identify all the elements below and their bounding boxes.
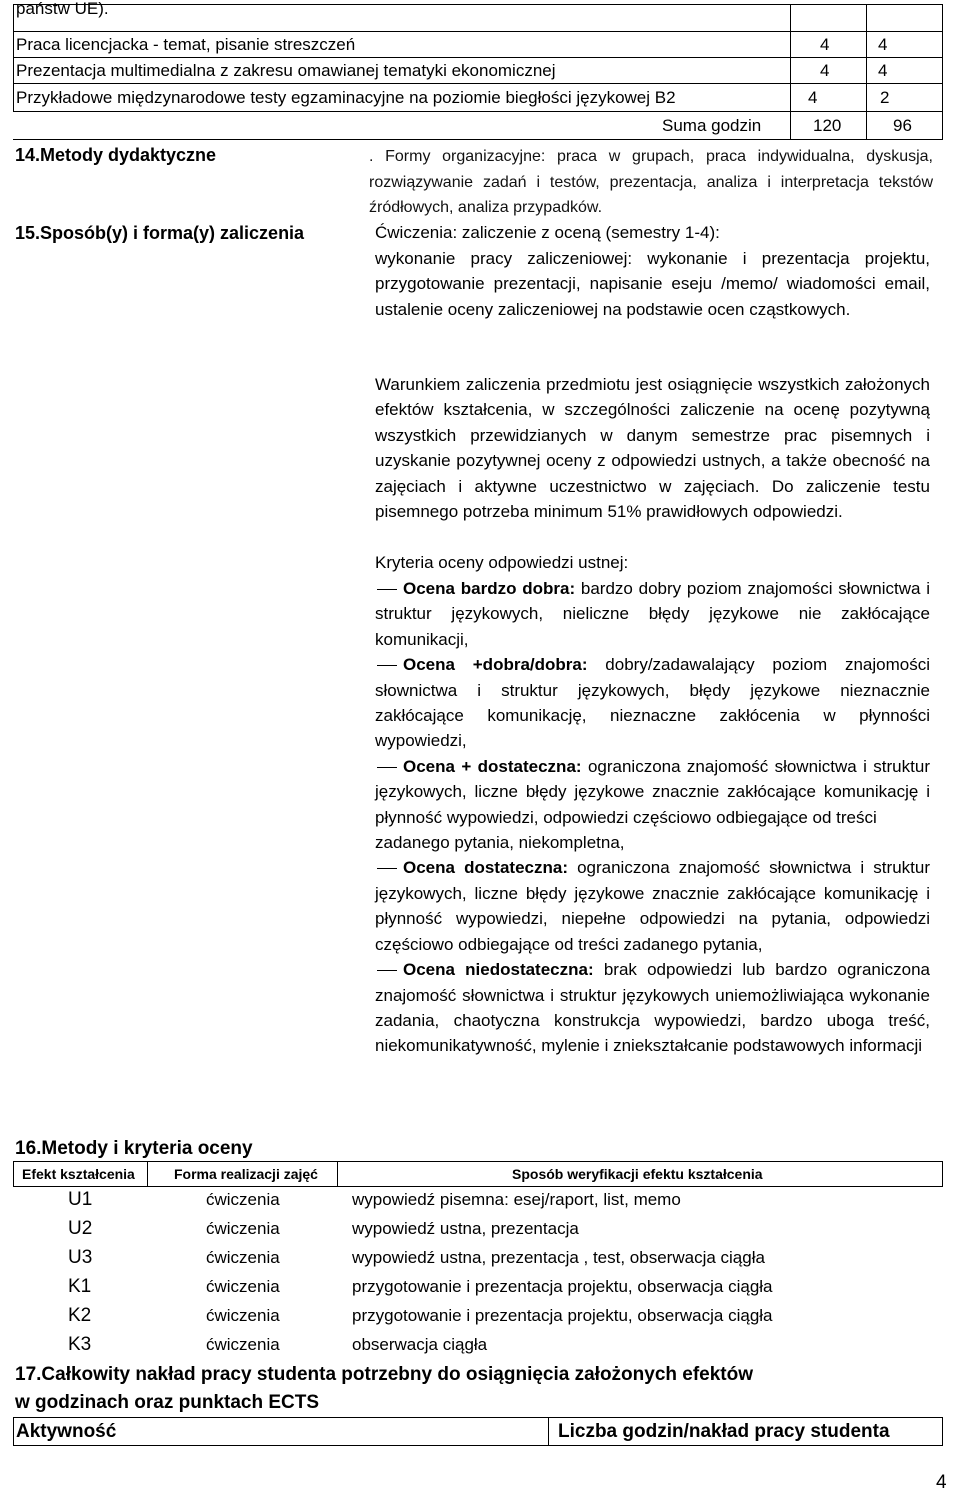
table-row-text: Prezentacja multimedialna z zakresu omawianej tematyki ekonomicznej (16, 61, 556, 80)
criteria-item (375, 957, 930, 1059)
table-row-text: Praca licencjacka - temat, pisanie streszczeń (16, 35, 356, 54)
column-header: Liczba godzin/nakład pracy studenta (558, 1421, 890, 1442)
dash-icon (377, 589, 397, 590)
column-header: Forma realizacji zajęć (174, 1166, 318, 1182)
criteria-item (375, 576, 930, 652)
criteria-grade: Ocena +dobra/dobra: (403, 655, 588, 675)
row-method: obserwacja ciągła (352, 1335, 488, 1354)
sum-value: 120 (813, 116, 842, 135)
row-form: ćwiczenia (206, 1190, 280, 1209)
criteria-desc: dobry/zadawalający poziom znajomości słownictwa i struktur językowych, błędy językowe nieznacznie zakłócające komunikację, nieznaczne zakłócenia w płynności wypowiedzi, (375, 655, 931, 751)
criteria-desc: ograniczona znajomość słownictwa i struktur językowych, liczne błędy językowe znacznie zakłócające komunikację i płynność wypowiedzi, odpowiedzi częściowo odbiegające od treści (375, 756, 930, 827)
row-form: ćwiczenia (206, 1248, 280, 1267)
row-form: ćwiczenia (206, 1219, 280, 1238)
criteria-item (375, 754, 930, 830)
row-method: wypowiedź pisemna: esej/raport, list, memo (352, 1190, 681, 1209)
row-method: wypowiedź ustna, prezentacja (352, 1219, 579, 1238)
row-method: przygotowanie i prezentacja projektu, obserwacja ciągła (352, 1306, 773, 1325)
criteria-list (375, 576, 930, 1059)
criteria-grade: Ocena niedostateczna: (403, 960, 594, 980)
criteria-grade: Ocena + dostateczna: (403, 756, 582, 776)
table-row-value: 4 (820, 61, 830, 80)
row-code: U1 (68, 1189, 93, 1210)
row-code: K1 (68, 1276, 92, 1297)
section-14-heading: 14.Metody dydaktyczne (15, 145, 217, 165)
dash-icon (377, 767, 397, 768)
row-code: U3 (68, 1247, 93, 1268)
row-method: przygotowanie i prezentacja projektu, obserwacja ciągła (352, 1277, 773, 1296)
section-17-heading (15, 1361, 753, 1417)
section-14-text: . Formy organizacyjne: praca w grupach, praca indywidualna, dyskusja, rozwiązywanie zadań i testów, prezentacja, analiza i interpretacja tekstów źródłowych, analiza przypadków. (369, 148, 933, 216)
section-15-warunek: Warunkiem zaliczenia przedmiotu jest osiągnięcie wszystkich założonych efektów kształcenia, w szczególności zaliczenie na ocenę pozytywną wszystkich przewidzianych w danym semestrze prac pisemnych i uzyskanie pozytywnej oceny z odpowiedzi ustnych, a także obecność na zajęciach i aktywne uczestnictwo w zajęciach. Do zaliczenie testu pisemnego potrzeba minimum 51% prawidłowych odpowiedzi. (375, 375, 930, 522)
section-17-heading-line: w godzinach oraz punktach ECTS (15, 1392, 320, 1413)
sum-value: 96 (893, 116, 912, 135)
criteria-desc: bardzo dobry poziom znajomości słownictwa i struktur językowych, nieliczne błędy językowe nie zakłócające komunikacji, (375, 579, 930, 649)
table-row-text: Przykładowe międzynarodowe testy egzaminacyjne na poziomie biegłości językowej B2 (16, 88, 676, 107)
sum-label: Suma godzin (662, 116, 762, 135)
row-code: U2 (68, 1218, 93, 1239)
column-header: Sposób weryfikacji efektu kształcenia (512, 1166, 763, 1182)
section-16-heading: 16.Metody i kryteria oceny (15, 1138, 253, 1159)
section-15-text: wykonanie pracy zaliczeniowej: wykonanie i prezentacja projektu, przygotowanie prezentacji, napisanie eseju /memo/ wiadomości email, ustalenie oceny zaliczeniowej na podstawie ocen cząstkowych. (375, 249, 930, 319)
table-row-value: 2 (880, 88, 890, 107)
criteria-grade: Ocena dostateczna: (403, 858, 568, 878)
criteria-item (375, 652, 930, 754)
section-17-heading-line: 17.Całkowity nakład pracy studenta potrzebny do osiągnięcia założonych efektów (15, 1364, 754, 1385)
row-code: K3 (68, 1334, 92, 1355)
criteria-extra: zadanego pytania, niekompletna, (375, 833, 625, 853)
dash-icon (377, 868, 397, 869)
table-row-value: 4 (878, 35, 888, 54)
criteria-desc: ograniczona znajomość słownictwa i struktur językowych, liczne błędy językowe znacznie zakłócające komunikację i płynność wypowiedzi, niepełne odpowiedzi na pytania, odpowiedzi częściowo odbiegające od treści zadanego pytania, (375, 858, 930, 954)
dash-icon (377, 970, 397, 971)
criteria-desc: brak odpowiedzi lub bardzo ograniczona znajomość słownictwa i struktur językowych uniemożliwiająca wykonanie zadania, chaotyczna konstrukcja wypowiedzi, bardzo uboga treść, niekomunikatywność, mylenie i zniekształcanie podstawowych informacji (375, 960, 931, 1056)
column-header: Aktywność (16, 1421, 117, 1442)
table-row-value: 4 (820, 35, 830, 54)
row-method: wypowiedź ustna, prezentacja , test, obserwacja ciągła (352, 1248, 765, 1267)
dash-icon (377, 665, 397, 666)
section-15-intro: Ćwiczenia: zaliczenie z oceną (semestry 1-4): (375, 223, 720, 242)
criteria-grade: Ocena bardzo dobra: (403, 579, 576, 598)
row-form: ćwiczenia (206, 1277, 280, 1296)
criteria-title: Kryteria oceny odpowiedzi ustnej: (375, 553, 629, 572)
column-header: Efekt kształcenia (22, 1166, 135, 1182)
page-number: 4 (936, 1472, 947, 1493)
row-form: ćwiczenia (206, 1335, 280, 1354)
table-row-value: 4 (878, 61, 888, 80)
table-row-text: państw UE). (16, 0, 109, 18)
section-15-heading: 15.Sposób(y) i forma(y) zaliczenia (15, 223, 305, 243)
row-code: K2 (68, 1305, 92, 1326)
table-row-value: 4 (808, 88, 818, 107)
row-form: ćwiczenia (206, 1306, 280, 1325)
criteria-item (375, 855, 930, 957)
